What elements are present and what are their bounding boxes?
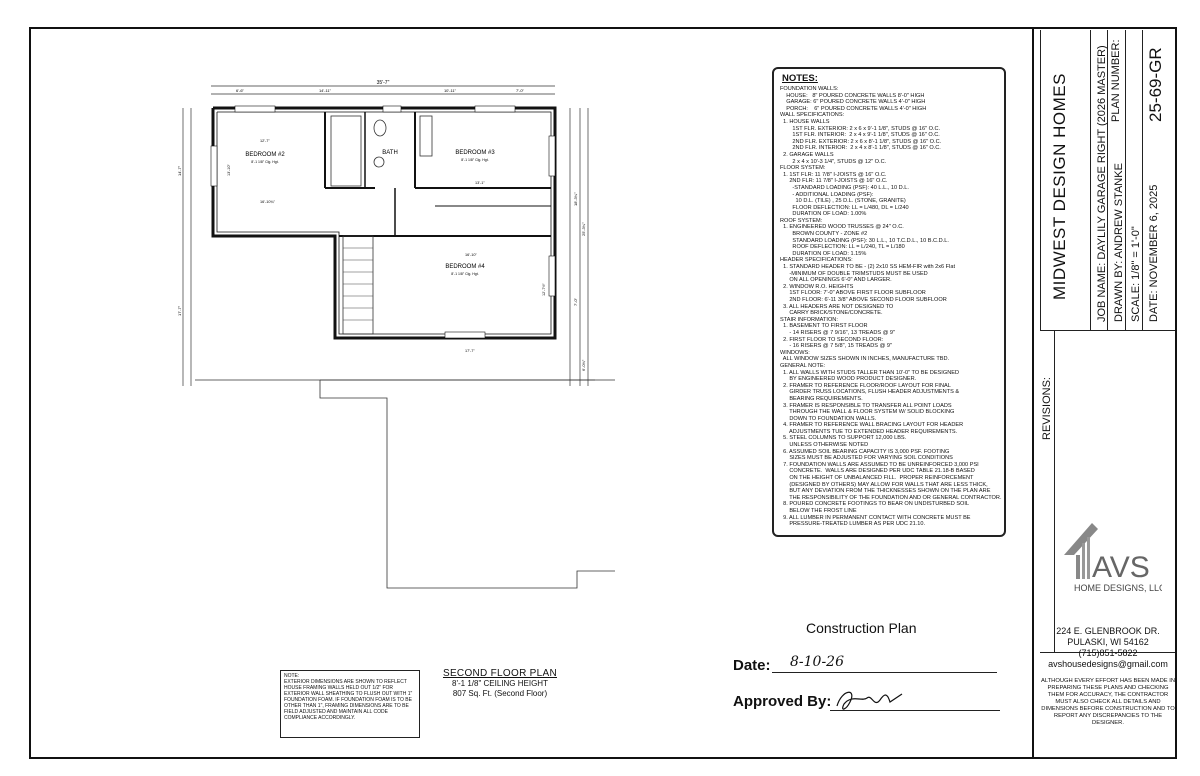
avs-logo [1062, 515, 1162, 595]
notes-line: -STANDARD LOADING (PSF): 40 L.L., 10 D.L. [780, 184, 909, 191]
notes-line: GIRDER TRUSS LOCATIONS, FLUSH HEADER ADJUSTMENTS & [780, 389, 960, 396]
general-notes-box [772, 67, 1006, 537]
notes-line: ROOF SYSTEM: [780, 217, 823, 224]
right-dim-4: 6'-0¾" [581, 359, 586, 371]
notes-line: ROOF DEFLECTION: LL = L/240, TL = L/180 [780, 244, 905, 251]
house-logo-icon [1062, 515, 1162, 595]
notes-line: 4. FRAMER TO REFERENCE WALL BRACING LAYOUT FOR HEADER [780, 422, 964, 429]
notes-line: SIZES MUST BE ADJUSTED FOR VARYING SOIL CONDITIONS [780, 455, 953, 462]
notes-line: STAIR INFORMATION: [780, 316, 838, 323]
notes-line: 1. STANDARD HEADER TO BE - (2) 2x10 SS HEM-FIR with 2x6 Flat [780, 264, 956, 271]
notes-line: 6. ASSUMED SOIL BEARING CAPACITY IS 3,000 PSF. FOOTING [780, 448, 950, 455]
notes-line: DURATION OF LOAD: 1.15% [780, 250, 867, 257]
notes-line: 1. 1ST FLR: 11 7/8" I-JOISTS @ 16" O.C. [780, 171, 887, 178]
phone: (715)851-5822 [1078, 648, 1138, 658]
notes-line: - 14 RISERS @ 7 9/16", 13 TREADS @ 9" [780, 329, 896, 336]
notes-line: 2ND FLR: 11 7/8" I-JOISTS @ 16" O.C. [780, 178, 888, 185]
approved-by-label: Approved By: [733, 693, 832, 710]
disclaimer: ALTHOUGH EVERY EFFORT HAS BEEN MADE IN PREPARING THESE PLANS AND CHECKING THEM FOR ACCURACY, THE CONTRACTOR MUST ALSO CHECK ALL DETAILS AND DIMENSIONS BEFORE CONSTRUCTION AND TO REPORT ANY DISCREPANCIES TO THE DESIGNER. [1040, 678, 1176, 726]
job-name: JOB NAME: DAYLILY GARAGE RIGHT (2026 MASTER) [1096, 45, 1108, 322]
notes-line: 2. WINDOW R.O. HEIGHTS [780, 283, 854, 290]
plan-title: SECOND FLOOR PLAN [442, 668, 557, 679]
notes-line: 8. POURED CONCRETE FOOTINGS TO BEAR ON UNDISTURBED SOIL [780, 501, 970, 508]
room-bedroom-2: BEDROOM #2 [245, 152, 285, 158]
date: DATE: NOVEMBER 6, 2025 [1148, 184, 1160, 322]
address-line-2: PULASKI, WI 54162 [1067, 637, 1149, 647]
notes-line: BY ENGINEERED WOOD PRODUCT DESIGNER. [780, 376, 917, 383]
notes-line: UNLESS OTHERWISE NOTED [780, 442, 869, 449]
address-line-1: 224 E. GLENBROOK DR. [1056, 626, 1160, 636]
notes-line: 10 D.L. (TILE) , 25 D.L. (STONE, GRANITE) [780, 198, 906, 205]
revisions-label: REVISIONS: [1041, 377, 1053, 440]
notes-line: 1. HOUSE WALLS [780, 118, 830, 125]
notes-line: CONCRETE. WALLS ARE DESIGNED PER UDC TABLE 21.18-B BASED [780, 468, 975, 475]
notes-line: 1ST FLR. EXTERIOR: 2 x 6 x 9'-1 1/8", STUDS @ 16" O.C. [780, 125, 941, 132]
notes-line: DURATION OF LOAD: 1.00% [780, 211, 867, 218]
notes-line: 2ND FLR. EXTERIOR: 2 x 6 x 8'-1 1/8", STUDS @ 16" O.C. [780, 138, 942, 145]
left-dim-2: 17'-7" [177, 305, 182, 316]
notes-line: 1. BASEMENT TO FIRST FLOOR [780, 323, 868, 330]
exterior-dimensions-note [280, 670, 420, 738]
logo-text: AVS [1092, 551, 1150, 584]
room-dim-3: 16'-10¾" [260, 200, 275, 204]
notes-line: ON THE HEIGHT OF UNBALANCED FILL. PROPER REINFORCEMENT [780, 475, 974, 482]
notes-line: WALL SPECIFICATIONS: [780, 112, 845, 119]
approved-by-line [830, 710, 1000, 711]
small-note-title: NOTE: [284, 673, 300, 679]
notes-line: 5. STEEL COLUMNS TO SUPPORT 12,000 LBS. [780, 435, 907, 442]
second-floor-plan-drawing [175, 76, 615, 596]
notes-line: STANDARD LOADING (PSF): 30 L.L., 10 T.C.D.L., 10 B.C.D.L. [780, 237, 949, 244]
company-name: MIDWEST DESIGN HOMES [1050, 73, 1069, 300]
scale: SCALE: 1/8" = 1'-0" [1130, 226, 1142, 322]
small-note-text: EXTERIOR DIMENSIONS ARE SHOWN TO REFLECT HOUSE FRAMING WALLS HELD OUT 1/2" FOR EXTERIOR WALL SHEATHING TO FLUSH OUT WITH 1" FOUNDATION FOAM. IF FOUNDATION FOAM IS TO BE OTHER THAN 1", FRAMING DIMENSIONS ARE TO BE FIELD ADJUSTED AND MAINTAIN ALL CODE COMPLIANCE ACCORDINGLY. [284, 679, 413, 721]
room-dim-7: 12'-7½" [542, 283, 546, 296]
notes-line: FLOOR DEFLECTION: LL = L/480, DL = L/240 [780, 204, 909, 211]
notes-line: DOWN TO FOUNDATION WALLS. [780, 415, 877, 422]
notes-line: - ADDITIONAL LOADING (PSF): [780, 191, 874, 198]
drawn-by: DRAWN BY: ANDREW STANKE [1113, 163, 1125, 322]
right-dim-3: 7'-0" [573, 298, 578, 306]
email: avshousedesigns@gmail.com [1048, 659, 1168, 669]
notes-line: (DESIGNED BY OTHERS) MAY ALLOW FOR WALLS THAT ARE LESS THICK, [780, 481, 988, 488]
notes-line: 1ST FLR. INTERIOR: 2 x 4 x 9'-1 1/8", STUDS @ 16" O.C. [780, 132, 940, 139]
room-bedroom-3: BEDROOM #3 [455, 150, 495, 156]
notes-line: 2. GARAGE WALLS [780, 151, 834, 158]
notes-line: -MINIMUM OF DOUBLE TRIMSTUDS MUST BE USED [780, 270, 928, 277]
room-bedroom-4-note: 8'-1 1/8" Clg. Hgt. [451, 272, 479, 276]
notes-line: BEARING REQUIREMENTS. [780, 395, 863, 402]
room-dim-2: 13'-10" [227, 164, 231, 176]
top-dim-4: 7'-0" [516, 88, 524, 93]
notes-line: 2. FIRST FLOOR TO SECOND FLOOR: [780, 336, 884, 343]
room-bath: BATH [382, 150, 398, 156]
left-dim-1: 14'-7" [177, 165, 182, 176]
notes-line: 2ND FLR. INTERIOR: 2 x 4 x 8'-1 1/8", STUDS @ 16" O.C. [780, 145, 941, 152]
right-dim-2: 25'-3¼" [581, 222, 586, 236]
notes-line: CARRY BRICK/STONE/CONCRETE. [780, 310, 883, 317]
notes-line: PRESSURE-TREATED LUMBER AS PER UDC 21.10. [780, 521, 926, 528]
company-address [1040, 626, 1176, 670]
logo-subtext: HOME DESIGNS, LLC [1074, 583, 1162, 593]
date-value-handwritten: 8-10-26 [790, 654, 844, 670]
top-dim-1: 6'-6" [236, 88, 244, 93]
room-bedroom-4: BEDROOM #4 [445, 264, 485, 270]
room-bedroom-3-note: 8'-1 1/8" Clg. Hgt. [461, 158, 489, 162]
notes-line: THROUGH THE WALL & FLOOR SYSTEM W/ SOLID BLOCKING [780, 409, 955, 416]
right-dim-1: 18'-3¼" [573, 192, 578, 206]
notes-line: - 16 RISERS @ 7 5/8", 15 TREADS @ 9" [780, 343, 892, 350]
notes-line: 2. FRAMER TO REFERENCE FLOOR/ROOF LAYOUT FOR FINAL [780, 382, 951, 389]
revisions-column [1040, 330, 1055, 652]
date-line [772, 672, 997, 673]
notes-line: 2 x 4 x 10'-3 1/4", STUDS @ 12" O.C. [780, 158, 887, 165]
room-dim-1: 12'-7" [260, 139, 270, 143]
top-dim-2: 14'-11" [318, 88, 332, 93]
notes-line: FOUNDATION WALLS: [780, 86, 839, 92]
plan-caption [430, 668, 570, 699]
floor-plan-svg [175, 76, 615, 596]
notes-line: 1. ENGINEERED WOOD TRUSSES @ 24" O.C. [780, 224, 904, 231]
notes-line: 1. ALL WALLS WITH STUDS TALLER THAN 10'-0" TO BE DESIGNED [780, 369, 959, 376]
notes-line: 9. ALL LUMBER IN PERMANENT CONTACT WITH CONCRETE MUST BE [780, 514, 971, 521]
notes-line: HOUSE: 8" POURED CONCRETE WALLS 8'-0" HIGH [780, 92, 925, 99]
top-dim-3: 10'-11" [443, 88, 457, 93]
notes-line: BELOW THE FROST LINE [780, 508, 857, 514]
overall-width-dim: 35'-7" [376, 80, 390, 86]
room-bedroom-2-note: 8'-1 1/8" Clg. Hgt. [251, 160, 279, 164]
notes-line: FLOOR SYSTEM: [780, 165, 826, 172]
notes-line: GENERAL NOTE: [780, 362, 826, 369]
notes-line: 3. ALL HEADERS ARE NOT DESIGNED TO [780, 303, 894, 310]
signature [832, 684, 912, 716]
notes-lines [780, 86, 1002, 528]
notes-line: GARAGE: 6" POURED CONCRETE WALLS 4'-0" HIGH [780, 99, 926, 106]
notes-line: WINDOWS: [780, 349, 810, 356]
notes-line: ALL WINDOW SIZES SHOWN IN INCHES, MANUFACTURE TBD. [780, 356, 950, 363]
notes-line: BUT ANY DEVIATION FROM THE THICKNESSES SHOWN ON THE PLAN ARE [780, 488, 991, 495]
construction-plan-label: Construction Plan [806, 620, 917, 636]
notes-line: HEADER SPECIFICATIONS: [780, 257, 853, 264]
ceiling-height: 8'-1 1/8" CEILING HEIGHT [452, 679, 548, 688]
notes-line: 2ND FLOOR: 6'-11 3/8" ABOVE SECOND FLOOR SUBFLOOR [780, 297, 947, 303]
date-label: Date: [733, 657, 771, 674]
notes-line: ADJUSTMENTS TUE TO EXTENDED HEADER REQUIREMENTS. [780, 428, 958, 435]
notes-line: THE RESPONSIBILITY OF THE FOUNDATION AND OR GENERAL CONTRACTOR. [780, 494, 1002, 501]
floor-area: 807 Sq. Ft. (Second Floor) [452, 689, 548, 698]
room-dim-6: 17'-7" [465, 349, 475, 353]
plan-number-label: PLAN NUMBER: [1110, 39, 1122, 122]
notes-title: NOTES: [782, 73, 818, 84]
plan-number: 25-69-GR [1146, 47, 1165, 122]
notes-line: 7. FOUNDATION WALLS ARE ASSUMED TO BE UNREINFORCED 3,000 PSI [780, 461, 979, 468]
room-dim-5: 16'-10" [465, 253, 477, 257]
notes-line: 1ST FLOOR: 7'-0" ABOVE FIRST FLOOR SUBFLOOR [780, 290, 926, 297]
notes-line: PORCH: 6" POURED CONCRETE WALLS 4'-0" HIGH [780, 105, 927, 112]
notes-line: ON ALL OPENINGS 6'-0" AND LARGER. [780, 277, 892, 284]
notes-line: BROWN COUNTY - ZONE #2 [780, 231, 868, 238]
notes-line: 3. FRAMER IS RESPONSIBLE TO TRANSFER ALL POINT LOADS [780, 402, 952, 409]
room-dim-4: 13'-1" [475, 181, 485, 185]
